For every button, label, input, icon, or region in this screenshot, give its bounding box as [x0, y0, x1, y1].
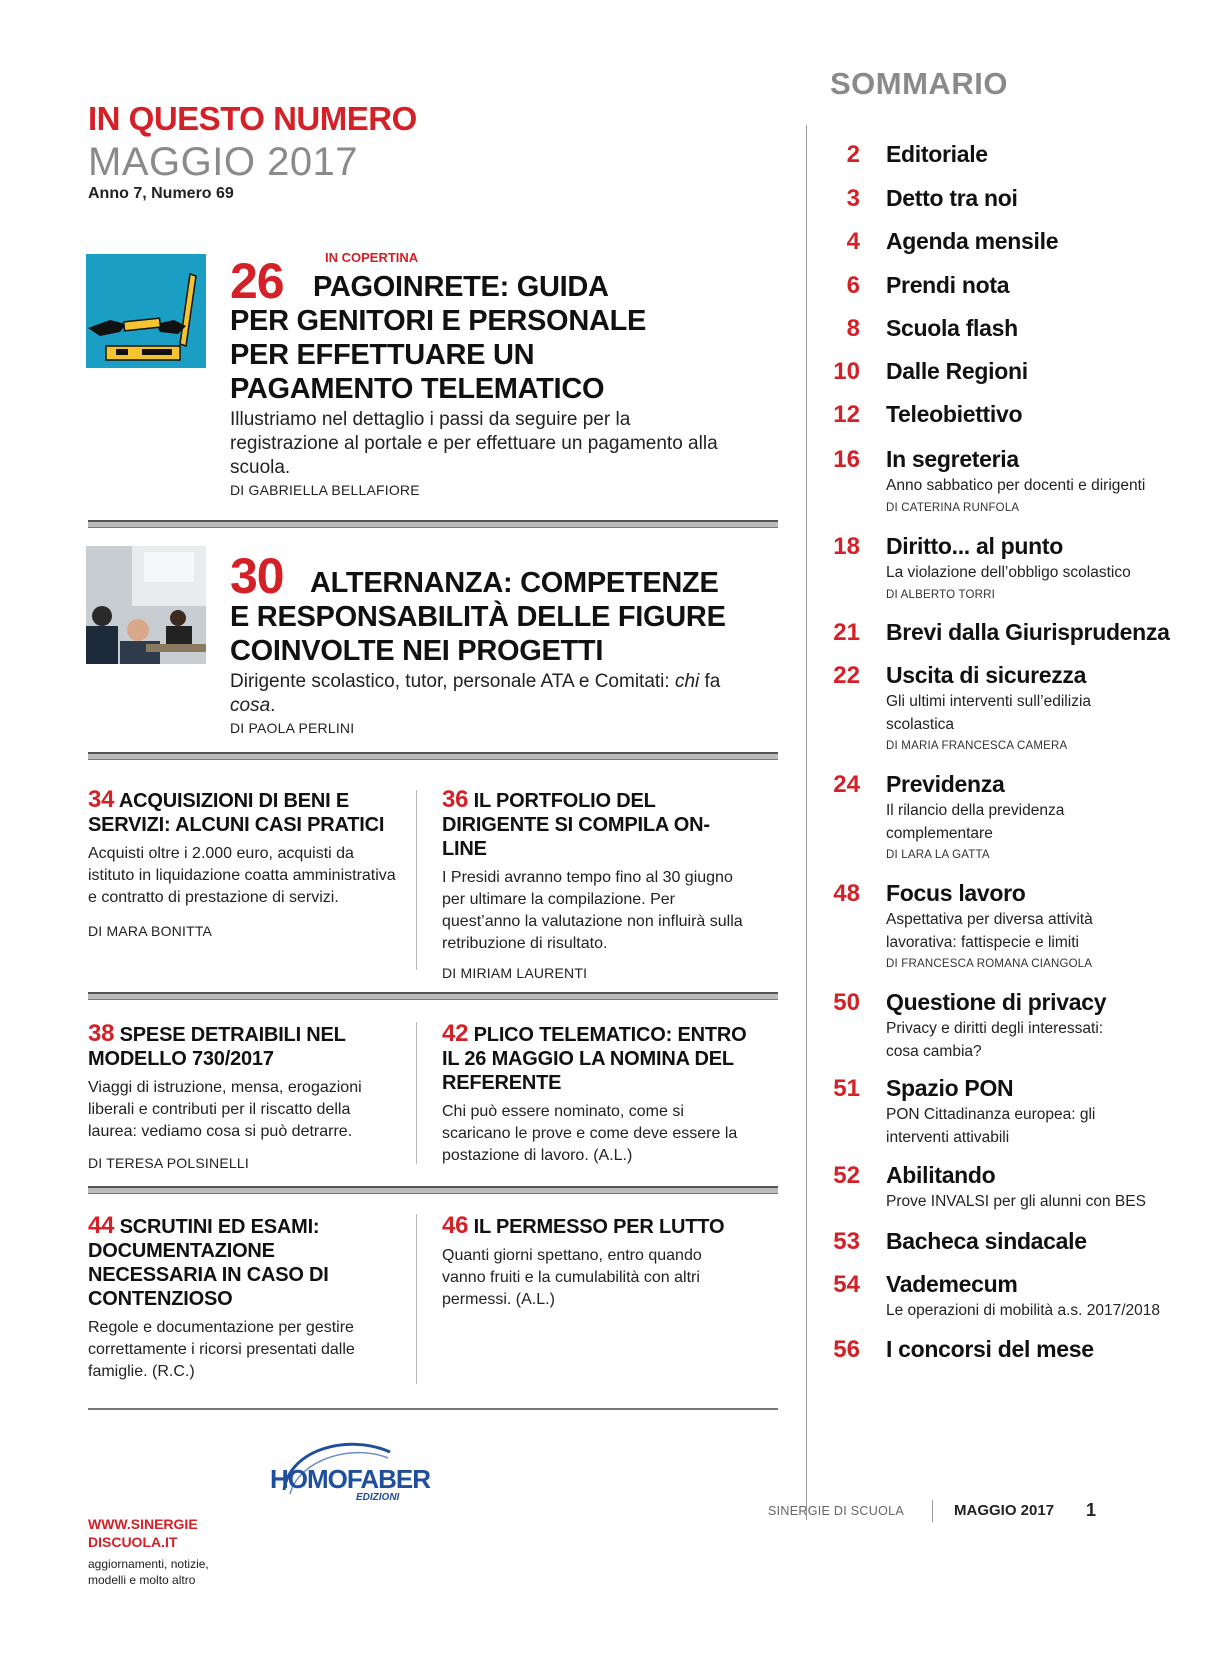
- feature-byline: DI PAOLA PERLINI: [230, 720, 355, 736]
- article-card[interactable]: [88, 1214, 353, 1383]
- article-card[interactable]: [88, 788, 398, 939]
- article-title: 44 SCRUTINI ED ESAMI: DOCUMENTAZIONE NECESSARIA IN CASO DI CONTENZIOSO: [88, 1212, 329, 1310]
- toc-subtitle: Le operazioni di mobilità a.s. 2017/2018: [886, 1302, 1161, 1319]
- cover-tag: IN COPERTINA: [325, 250, 419, 265]
- footer-month: MAGGIO 2017: [954, 1502, 1055, 1519]
- article-title: 34 ACQUISIZIONI DI BENI E SERVIZI: ALCUNI CASI PRATICI: [88, 786, 385, 836]
- toc-page-number: 52: [833, 1162, 860, 1189]
- page-number: 1: [1086, 1500, 1097, 1520]
- toc-subtitle: Anno sabbatico per docenti e dirigenti: [886, 477, 1146, 494]
- footer-separator: [932, 1500, 933, 1522]
- toc-label: Dalle Regioni: [886, 358, 1028, 384]
- website-tagline: aggiornamenti, notizie, modelli e molto altro: [88, 1557, 209, 1587]
- issue-month: MAGGIO 2017: [88, 140, 359, 184]
- issue-number: Anno 7, Numero 69: [88, 185, 234, 202]
- article-description: Acquisti oltre i 2.000 euro, acquisti da istituto in liquidazione coatta amministrativa e contratto di prestazione di servizi.: [88, 845, 396, 906]
- feature-title-line[interactable]: PER EFFETTUARE UN: [230, 339, 535, 371]
- toc-page-number: 22: [833, 662, 860, 689]
- article-card[interactable]: [442, 1214, 747, 1311]
- section-divider: [88, 1186, 778, 1194]
- toc-page-number: 16: [833, 446, 860, 473]
- toc-subtitle: Privacy e diritti degli interessati: cosa cambia?: [886, 1020, 1104, 1060]
- article-title: 46 IL PERMESSO PER LUTTO: [442, 1212, 725, 1239]
- toc-byline: DI CATERINA RUNFOLA: [886, 502, 1020, 514]
- toc-label: Focus lavoro: [886, 880, 1026, 906]
- toc-subtitle: Aspettativa per diversa attività lavorativa: fattispecie e limiti: [886, 911, 1093, 951]
- feature-title-line[interactable]: E RESPONSABILITÀ DELLE FIGURE: [230, 601, 726, 633]
- toc-page-number: 54: [833, 1271, 860, 1298]
- toc-label: Brevi dalla Giurisprudenza: [886, 619, 1170, 645]
- toc-page-number: 50: [833, 989, 860, 1016]
- toc-label: Spazio PON: [886, 1075, 1014, 1101]
- feature-page-number: 30: [230, 548, 284, 604]
- column-separator: [416, 1022, 417, 1164]
- toc-label: I concorsi del mese: [886, 1336, 1094, 1362]
- article-description: Quanti giorni spettano, entro quando vanno fruiti e la cumulabilità con altri permessi. (A.L.): [442, 1247, 702, 1308]
- article-description: Regole e documentazione per gestire correttamente i ricorsi presentati dalle famiglie. (R.C.): [88, 1319, 355, 1380]
- section-divider: [88, 752, 778, 760]
- logo-subtitle: EDIZIONI: [356, 1492, 400, 1503]
- toc-page-number: 53: [833, 1228, 860, 1255]
- feature-title-line[interactable]: PAGOINRETE: GUIDA: [313, 271, 609, 303]
- feature-description: Illustriamo nel dettaglio i passi da seguire per la registrazione al portale e per effettuare un pagamento alla scuola.: [230, 409, 718, 478]
- toc-page-number: 56: [833, 1336, 860, 1363]
- article-title: 36 IL PORTFOLIO DEL DIRIGENTE SI COMPILA ON-LINE: [442, 786, 710, 860]
- feature-description: Dirigente scolastico, tutor, personale ATA e Comitati: chi fa cosa.: [230, 671, 721, 716]
- toc-page-number: 21: [833, 619, 860, 646]
- toc-page-number: 6: [846, 272, 860, 299]
- toc-page-number: 51: [833, 1075, 860, 1102]
- toc-subtitle: Prove INVALSI per gli alunni con BES: [886, 1193, 1146, 1210]
- page-footer: [768, 1500, 1108, 1524]
- article-card[interactable]: [442, 1022, 747, 1167]
- publisher-logo: [270, 1434, 440, 1514]
- toc-subtitle: PON Cittadinanza europea: gli interventi attivabili: [886, 1106, 1096, 1146]
- bottom-divider: [88, 1408, 778, 1410]
- toc-page-number: 2: [846, 141, 860, 168]
- meeting-photo-icon: [86, 546, 206, 664]
- feature-photo[interactable]: [86, 546, 206, 664]
- toc-label: Detto tra noi: [886, 185, 1018, 211]
- toc-label: Previdenza: [886, 771, 1005, 797]
- toc-title: SOMMARIO: [830, 66, 1008, 101]
- toc-page-number: 18: [833, 533, 860, 560]
- toc-page-number: 10: [833, 358, 860, 385]
- toc-page-number: 3: [846, 185, 860, 212]
- article-description: I Presidi avranno tempo fino al 30 giugno per ultimare la compilazione. Per quest’anno la valutazione non influirà sulla retribuzione di risultato.: [442, 869, 743, 952]
- toc-label: Uscita di sicurezza: [886, 662, 1087, 688]
- website-link[interactable]: WWW.SINERGIE DISCUOLA.IT: [88, 1516, 198, 1550]
- toc-page-number: 8: [846, 315, 860, 342]
- feature-page-number: 26: [230, 253, 284, 309]
- magazine-name: SINERGIE DI SCUOLA: [768, 1504, 904, 1518]
- article-byline: DI TERESA POLSINELLI: [88, 1155, 249, 1171]
- toc-label: Abilitando: [886, 1162, 996, 1188]
- feature-title-line[interactable]: PAGAMENTO TELEMATICO: [230, 373, 605, 405]
- toc-label: Editoriale: [886, 141, 988, 167]
- feature-title-line[interactable]: PER GENITORI E PERSONALE: [230, 305, 647, 337]
- toc-byline: DI MARIA FRANCESCA CAMERA: [886, 740, 1068, 752]
- toc-label: Prendi nota: [886, 272, 1010, 298]
- article-byline: DI MIRIAM LAURENTI: [442, 965, 588, 981]
- cover-thumbnail[interactable]: [86, 254, 206, 368]
- toc-byline: DI ALBERTO TORRI: [886, 589, 996, 601]
- payment-illustration-icon: [86, 254, 206, 368]
- toc-byline: DI FRANCESCA ROMANA CIANGOLA: [886, 958, 1093, 970]
- section-divider: [88, 992, 778, 1000]
- toc-label: Questione di privacy: [886, 989, 1107, 1015]
- feature-byline: DI GABRIELLA BELLAFIORE: [230, 482, 420, 498]
- toc-label: Agenda mensile: [886, 228, 1059, 254]
- section-divider: [88, 520, 778, 528]
- toc-label: In segreteria: [886, 446, 1019, 472]
- toc-page-number: 12: [833, 401, 860, 428]
- toc-label: Diritto... al punto: [886, 533, 1063, 559]
- toc-page-number: 4: [846, 228, 860, 255]
- column-separator: [416, 790, 417, 970]
- feature-title-line[interactable]: ALTERNANZA: COMPETENZE: [310, 567, 719, 599]
- article-description: Viaggi di istruzione, mensa, erogazioni liberali e contributi per il riscatto della laurea: vediamo cosa si può detrarre.: [88, 1079, 362, 1140]
- article-byline: DI MARA BONITTA: [88, 923, 213, 939]
- toc-label: Teleobiettivo: [886, 401, 1023, 427]
- article-description: Chi può essere nominato, come si scaricano le prove e come deve essere la postazione di lavoro. (A.L.): [442, 1103, 738, 1164]
- toc-subtitle: La violazione dell’obbligo scolastico: [886, 564, 1131, 581]
- toc-subtitle: Gli ultimi interventi sull’edilizia scolastica: [886, 693, 1092, 733]
- article-title: 42 PLICO TELEMATICO: ENTRO IL 26 MAGGIO LA NOMINA DEL REFERENTE: [442, 1020, 747, 1094]
- section-title: IN QUESTO NUMERO: [88, 100, 417, 137]
- article-title: 38 SPESE DETRAIBILI NEL MODELLO 730/2017: [88, 1020, 346, 1070]
- toc-label: Vademecum: [886, 1271, 1018, 1297]
- toc-page-number: 24: [833, 771, 860, 798]
- toc-subtitle: Il rilancio della previdenza complementare: [886, 802, 1065, 842]
- logo-wordmark: HOMOFABER: [270, 1464, 430, 1494]
- toc-divider: [806, 125, 807, 1520]
- feature-title-line[interactable]: COINVOLTE NEI PROGETTI: [230, 635, 604, 667]
- column-separator: [416, 1214, 417, 1384]
- toc-byline: DI LARA LA GATTA: [886, 849, 990, 861]
- article-card[interactable]: [88, 1022, 388, 1171]
- toc-page-number: 48: [833, 880, 860, 907]
- article-card[interactable]: [442, 788, 747, 981]
- toc-label: Bacheca sindacale: [886, 1228, 1087, 1254]
- toc-label: Scuola flash: [886, 315, 1018, 341]
